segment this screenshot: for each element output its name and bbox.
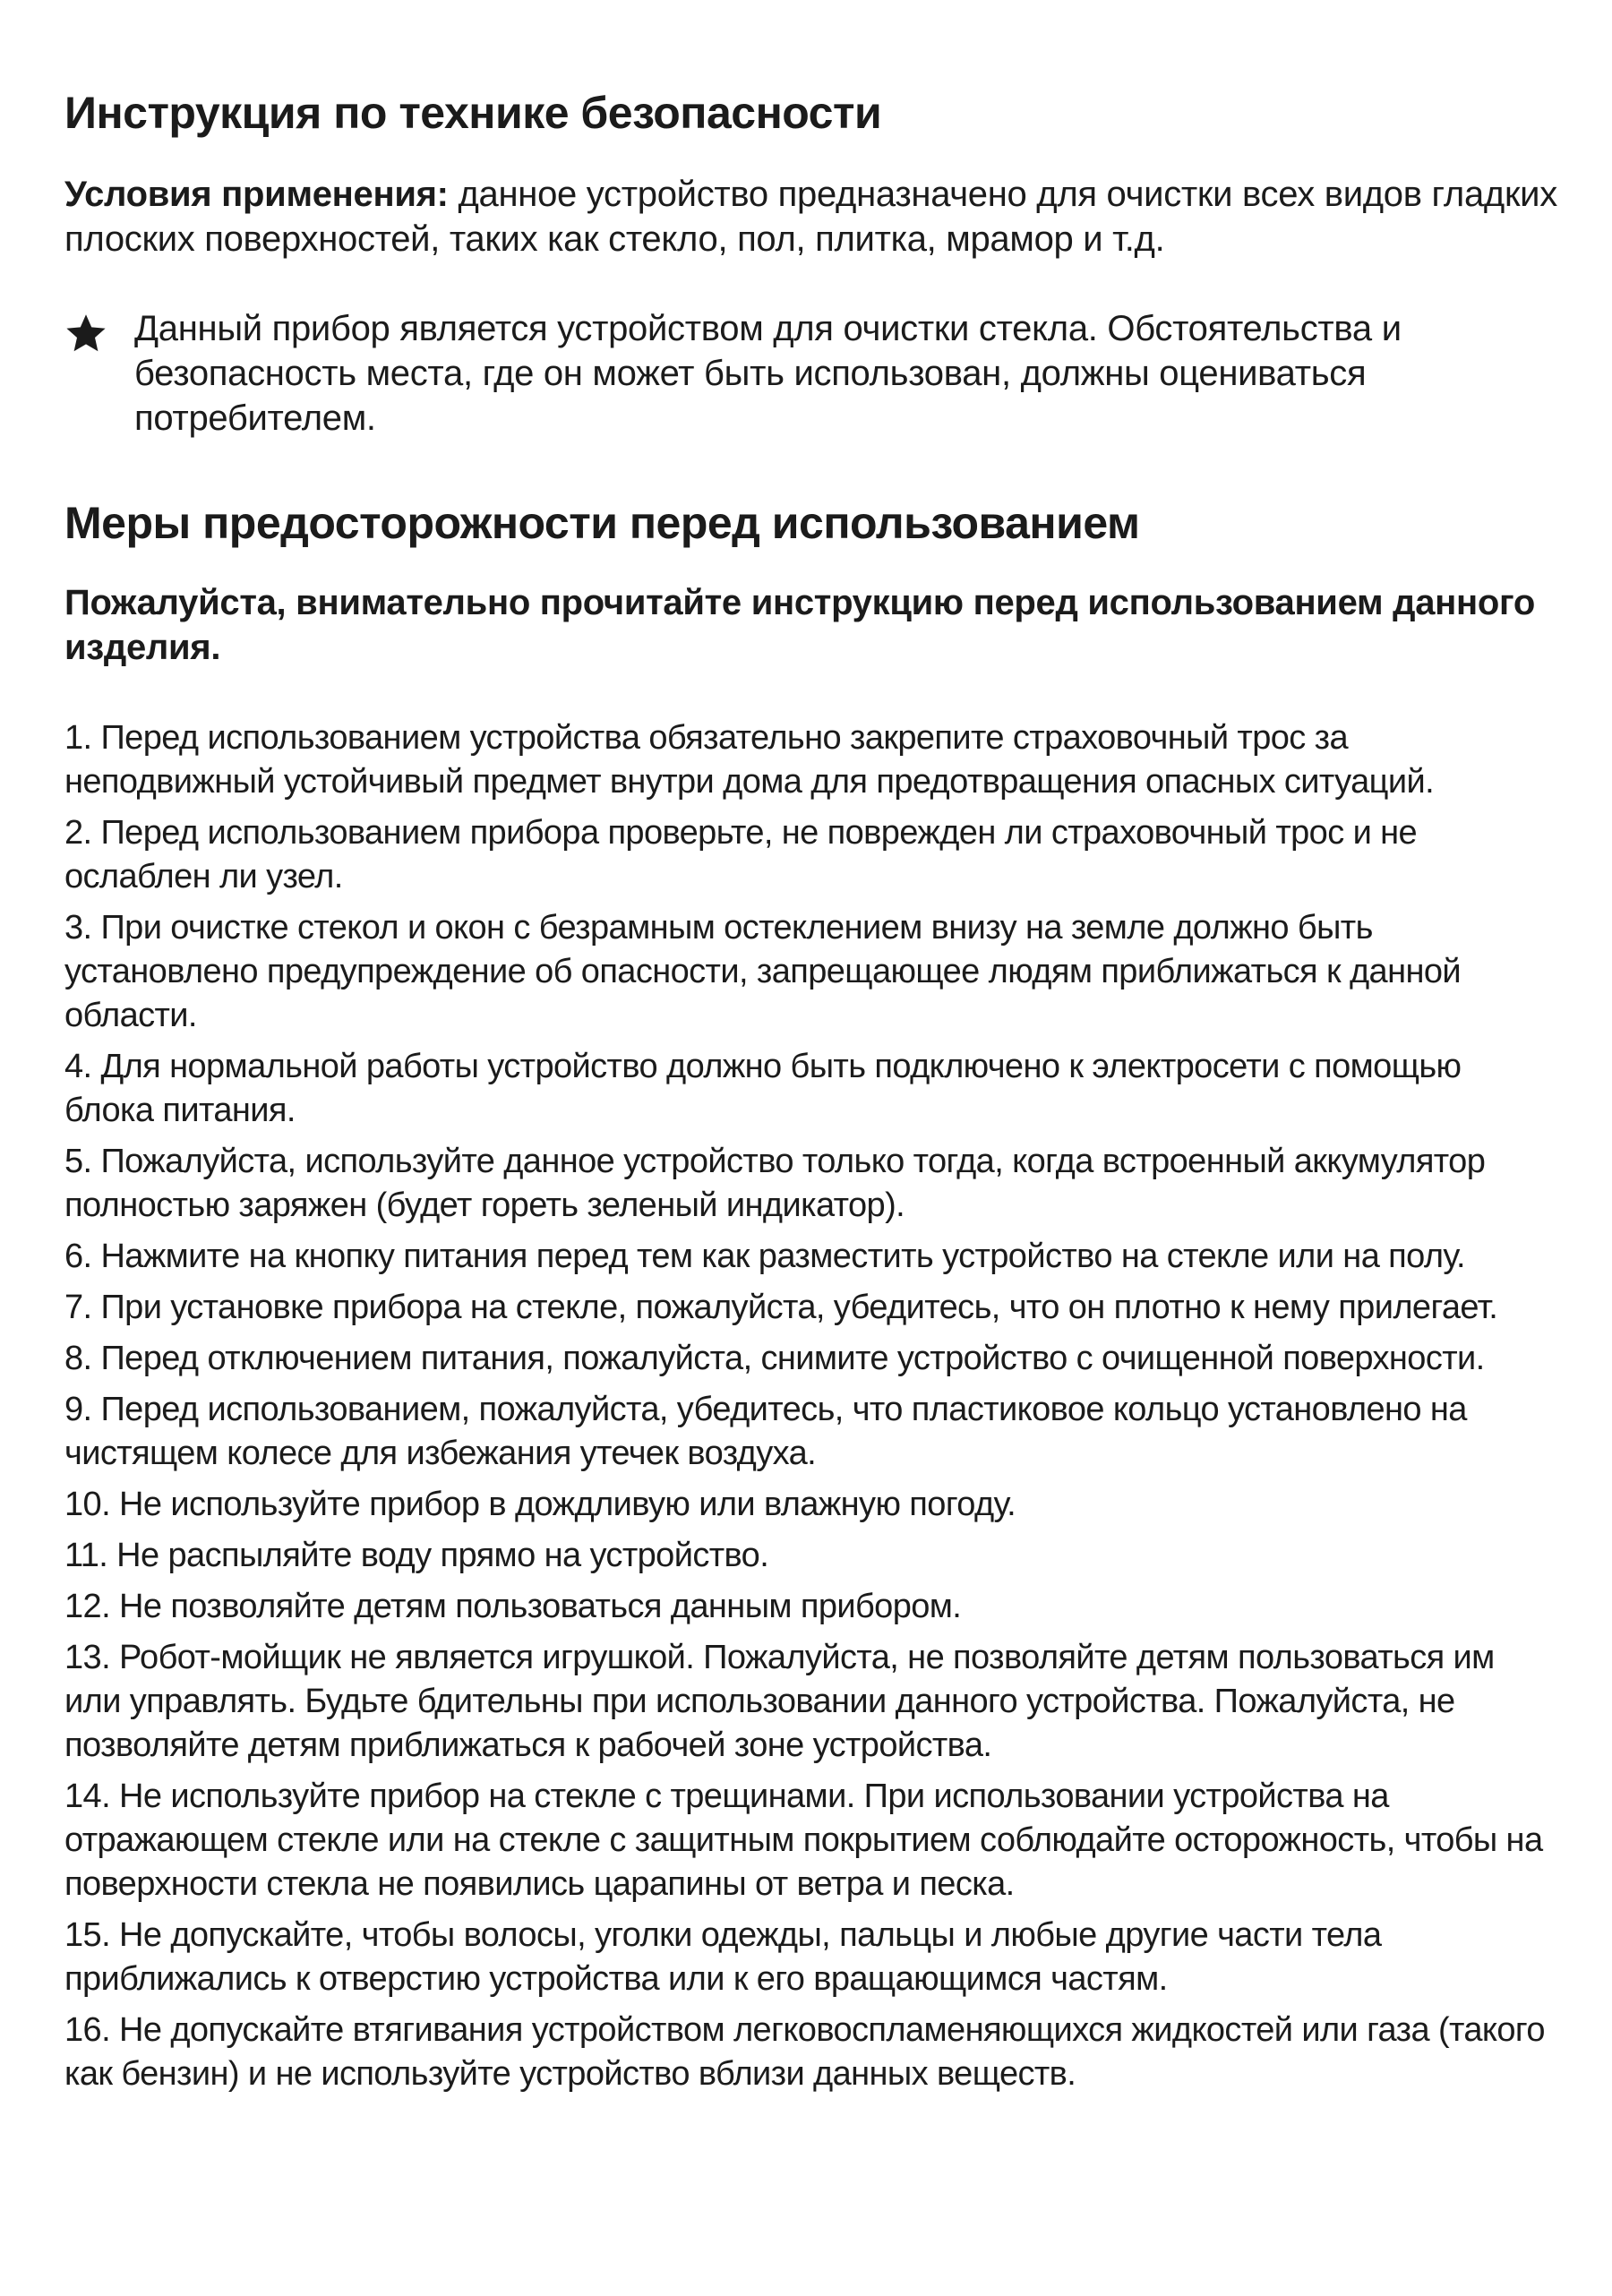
precaution-item: 12. Не позволяйте детям пользоваться данным прибором. <box>64 1588 962 1625</box>
precaution-item: 6. Нажмите на кнопку питания перед тем как разместить устройство на стекле или на полу. <box>64 1238 1465 1275</box>
star-icon <box>64 306 134 441</box>
precautions-heading: Меры предосторожности перед использованием <box>64 498 1140 548</box>
precaution-item: 11. Не распыляйте воду прямо на устройство. <box>64 1537 769 1574</box>
precaution-item: 16. Не допускайте втягивания устройством легковоспламеняющихся жидкостей или газа (такого как бензин) и не используйте устройство вблизи данных веществ. <box>64 2011 1545 2093</box>
precaution-item: 5. Пожалуйста, используйте данное устройство только тогда, когда встроенный аккумулятор полностью заряжен (будет гореть зеленый индикатор). <box>64 1143 1486 1224</box>
precaution-item: 13. Робот-мойщик не является игрушкой. Пожалуйста, не позволяйте детям пользоваться им или управлять. Будьте бдительны при использовании данного устройства. Пожалуйста, не позволяйте детям приближаться к рабочей зоне устройства. <box>64 1639 1495 1764</box>
precaution-item: 10. Не используйте прибор в дождливую или влажную погоду. <box>64 1486 1016 1523</box>
precautions-list <box>64 716 1558 2096</box>
precaution-item: 2. Перед использованием прибора проверьте, не поврежден ли страховочный трос и не ослаблен ли узел. <box>64 814 1418 895</box>
precaution-item: 7. При установке прибора на стекле, пожалуйста, убедитесь, что он плотно к нему прилегает. <box>64 1289 1498 1326</box>
precaution-item: 15. Не допускайте, чтобы волосы, уголки одежды, пальцы и любые другие части тела приближались к отверстию устройства или к его вращающимся частям. <box>64 1916 1382 1998</box>
important-note <box>64 306 1558 441</box>
precautions-subheading: Пожалуйста, внимательно прочитайте инструкцию перед использованием данного изделия. <box>64 583 1535 667</box>
precaution-item: 8. Перед отключением питания, пожалуйста, снимите устройство с очищенной поверхности. <box>64 1340 1485 1377</box>
precaution-item: 9. Перед использованием, пожалуйста, убедитесь, что пластиковое кольцо установлено на чистящем колесе для избежания утечек воздуха. <box>64 1391 1467 1472</box>
usage-conditions <box>64 172 1558 261</box>
precaution-item: 14. Не используйте прибор на стекле с трещинами. При использовании устройства на отражающем стекле или на стекле с защитным покрытием соблюдайте осторожность, чтобы на поверхности стекла не появились царапины от ветра и песка. <box>64 1778 1543 1903</box>
usage-conditions-text: данное устройство предназначено для очистки всех видов гладких плоских поверхностей, таких как стекло, пол, плитка, мрамор и т.д. <box>64 175 1557 259</box>
page-title: Инструкция по технике безопасности <box>64 88 882 138</box>
usage-conditions-lead: Условия применения: <box>64 175 449 214</box>
precaution-item: 1. Перед использованием устройства обязательно закрепите страховочный трос за неподвижный устойчивый предмет внутри дома для предотвращения опасных ситуаций. <box>64 719 1435 801</box>
precaution-item: 3. При очистке стекол и окон с безрамным остеклением внизу на земле должно быть установлено предупреждение об опасности, запрещающее людям приближаться к данной области. <box>64 909 1462 1034</box>
important-note-text: Данный прибор является устройством для очистки стекла. Обстоятельства и безопасность места, где он может быть использован, должны оцениваться потребителем. <box>134 309 1402 438</box>
precaution-item: 4. Для нормальной работы устройство должно быть подключено к электросети с помощью блока питания. <box>64 1048 1462 1129</box>
